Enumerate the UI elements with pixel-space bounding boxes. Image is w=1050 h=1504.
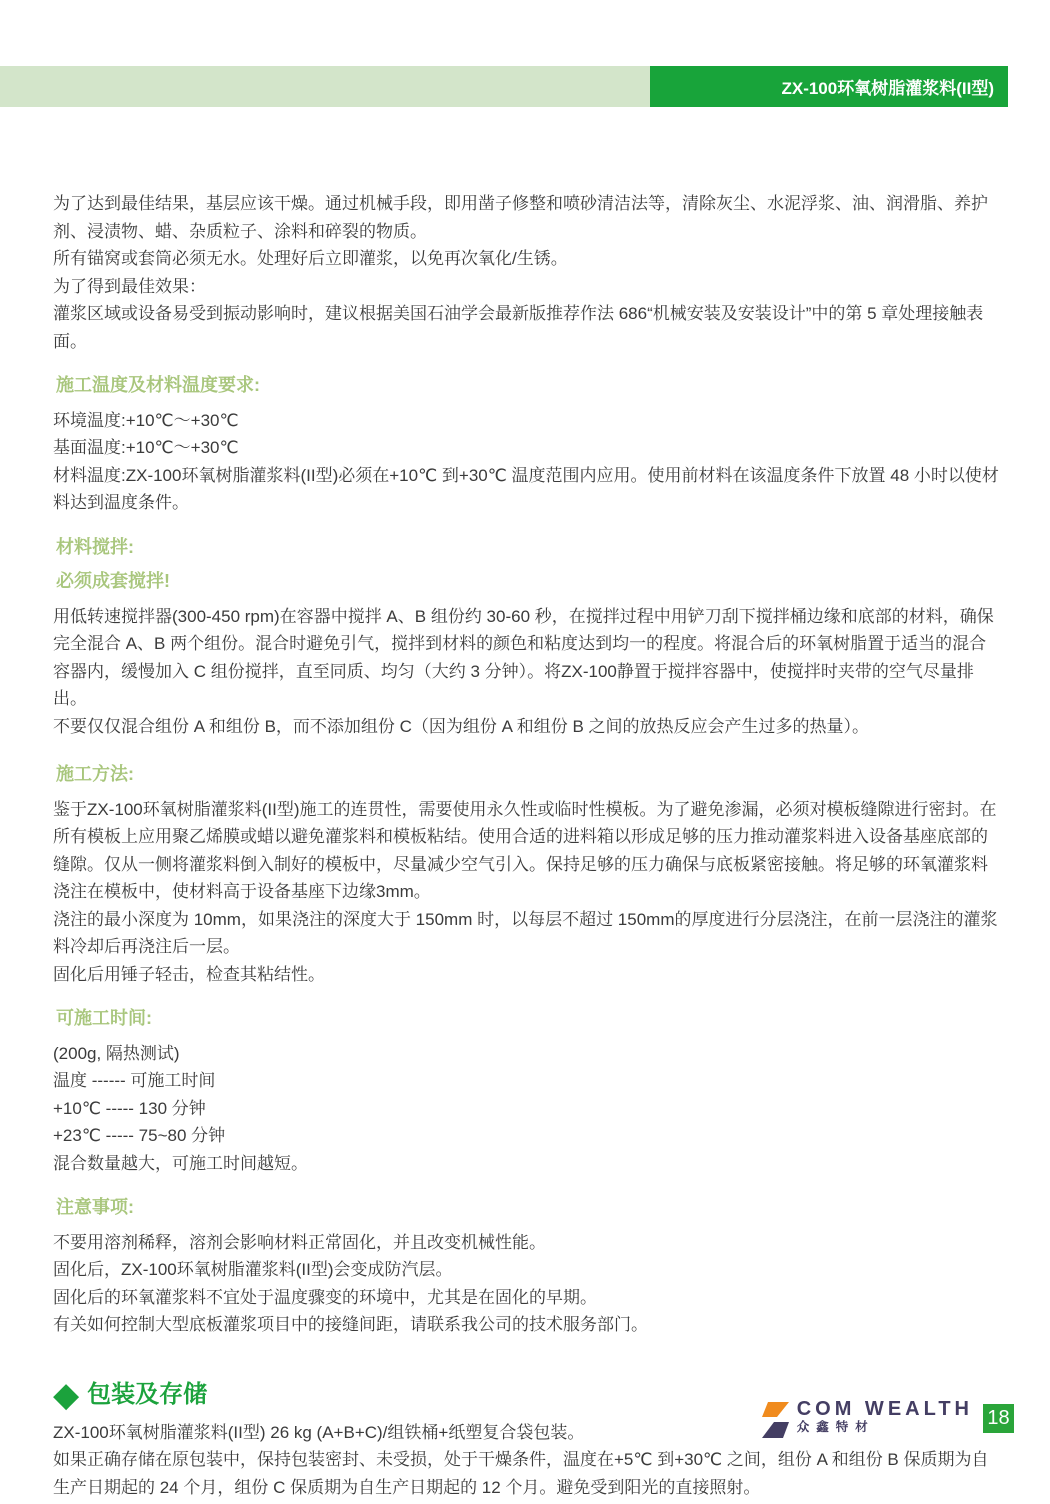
paragraph: 固化后，ZX-100环氧树脂灌浆料(II型)会变成防汽层。 — [53, 1260, 453, 1279]
section-heading: 可施工时间: — [56, 1008, 152, 1028]
packaging-heading-label: 包装及存储 — [87, 1380, 208, 1408]
paragraph: 不要仅仅混合组份 A 和组份 B，而不添加组份 C（因为组份 A 和组份 B 之间的放热反应会产生过多的热量）。 — [53, 716, 870, 736]
section-heading: 施工方法: — [56, 764, 134, 784]
paragraph: 固化后用锤子轻击，检查其粘结性。 — [53, 964, 325, 984]
section-surface-preparation — [53, 190, 1002, 355]
paragraph: 浇注的最小深度为 10mm，如果浇注的深度大于 150mm 时，以每层不超过 150mm的厚度进行分层浇注，在前一层浇注的灌浆料冷却后再浇注后一层。 — [53, 909, 998, 956]
section-subheading: 必须成套搅拌! — [56, 571, 170, 591]
paragraph: +23℃ ----- 75~80 分钟 — [53, 1126, 226, 1145]
company-logo — [762, 1398, 973, 1439]
page-number-badge: 18 — [983, 1404, 1014, 1433]
paragraph: (200g, 隔热测试) — [53, 1043, 180, 1063]
paragraph: ZX-100环氧树脂灌浆料(II型) 26 kg (A+B+C)/组铁桶+纸塑复合袋包装。 — [53, 1422, 585, 1442]
page-footer — [762, 1398, 1014, 1439]
header-bar-light — [0, 66, 650, 107]
paragraph: 基面温度:+10℃～+30℃ — [53, 438, 239, 457]
section-heading: 施工温度及材料温度要求: — [56, 375, 260, 395]
logo-z-icon — [762, 1401, 789, 1439]
section-working-time — [53, 1005, 1002, 1177]
paragraph: +10℃ ----- 130 分钟 — [53, 1098, 206, 1118]
diamond-icon: ◆ — [53, 1375, 80, 1414]
product-title: ZX-100环氧树脂灌浆料(II型) — [781, 79, 994, 98]
logo-text — [797, 1398, 973, 1435]
section-temperature-requirements — [53, 372, 1002, 517]
paragraph: 固化后的环氧灌浆料不宜处于温度骤变的环境中，尤其是在固化的早期。 — [53, 1287, 597, 1307]
section-heading: 材料搅拌: — [56, 536, 134, 557]
paragraph: 为了得到最佳效果： — [53, 276, 206, 296]
header-bar-dark — [650, 66, 1008, 107]
logo-name: COM WEALTH — [796, 1398, 973, 1420]
paragraph: 所有锚窝或套筒必须无水。处理好后立即灌浆，以免再次氧化/生锈。 — [53, 249, 568, 268]
paragraph: 环境温度:+10℃～+30℃ — [53, 410, 239, 430]
page-header — [0, 66, 1050, 107]
paragraph: 材料温度:ZX-100环氧树脂灌浆料(II型)必须在+10℃ 到+30℃ 温度范围内应用。使用前材料在该温度条件下放置 48 小时以使材料达到温度条件。 — [53, 465, 999, 512]
paragraph: 有关如何控制大型底板灌浆项目中的接缝间距，请联系我公司的技术服务部门。 — [53, 1315, 648, 1334]
paragraph: 用低转速搅拌器(300-450 rpm)在容器中搅拌 A、B 组份约 30-60 秒，在搅拌过程中用铲刀刮下搅拌桶边缘和底部的材料，确保完全混合 A、B 两个组份。混合时避免引气，搅拌到材料的颜色和粘度达到均一的程度。将混合后的环氧树脂置于适当的混合容器内，缓慢加入 C 组份搅拌，直至同质、均匀（大约 3 分钟）。将ZX-100静置于搅拌容器中，使搅拌时夹带的空气尽量排出。 — [53, 606, 994, 708]
section-heading: 注意事项: — [56, 1197, 134, 1217]
page-content — [0, 190, 1050, 1501]
paragraph: 鉴于ZX-100环氧树脂灌浆料(II型)施工的连贯性，需要使用永久性或临时性模板。为了避免渗漏，必须对模板缝隙进行密封。在所有模板上应用聚乙烯膜或蜡以避免灌浆料和模板粘结。使用合适的进料箱以形成足够的压力推动灌浆料进入设备基座底部的缝隙。仅从一侧将灌浆料倒入制好的模板中，尽量减少空气引入。保持足够的压力确保与底板紧密接触。将足够的环氧灌浆料浇注在模板中，使材料高于设备基座下边缘3mm。 — [53, 799, 997, 901]
paragraph: 如果正确存储在原包装中，保持包装密封、未受损，处于干燥条件，温度在+5℃ 到+30℃ 之间，组份 A 和组份 B 保质期为自生产日期起的 24 个月，组份 C 保质期为自生产日期起的 12 个月。避免受到阳光的直接照射。 — [53, 1450, 989, 1497]
section-construction-method — [53, 761, 1002, 988]
paragraph: 为了达到最佳结果，基层应该干燥。通过机械手段，即用凿子修整和喷砂清洁法等，清除灰尘、水泥浮浆、油、润滑脂、养护剂、浸渍物、蜡、杂质粒子、涂料和碎裂的物质。 — [53, 194, 988, 241]
section-precautions — [53, 1194, 1002, 1339]
paragraph: 灌浆区域或设备易受到振动影响时，建议根据美国石油学会最新版推荐作法 686“机械安装及安装设计”中的第 5 章处理接触表面。 — [53, 304, 984, 351]
logo-subname: 众鑫特材 — [796, 1420, 875, 1434]
section-material-mixing — [53, 534, 1002, 741]
paragraph: 温度 ------ 可施工时间 — [53, 1071, 216, 1090]
paragraph: 混合数量越大，可施工时间越短。 — [53, 1153, 308, 1173]
paragraph: 不要用溶剂稀释，溶剂会影响材料正常固化，并且改变机械性能。 — [53, 1232, 546, 1252]
